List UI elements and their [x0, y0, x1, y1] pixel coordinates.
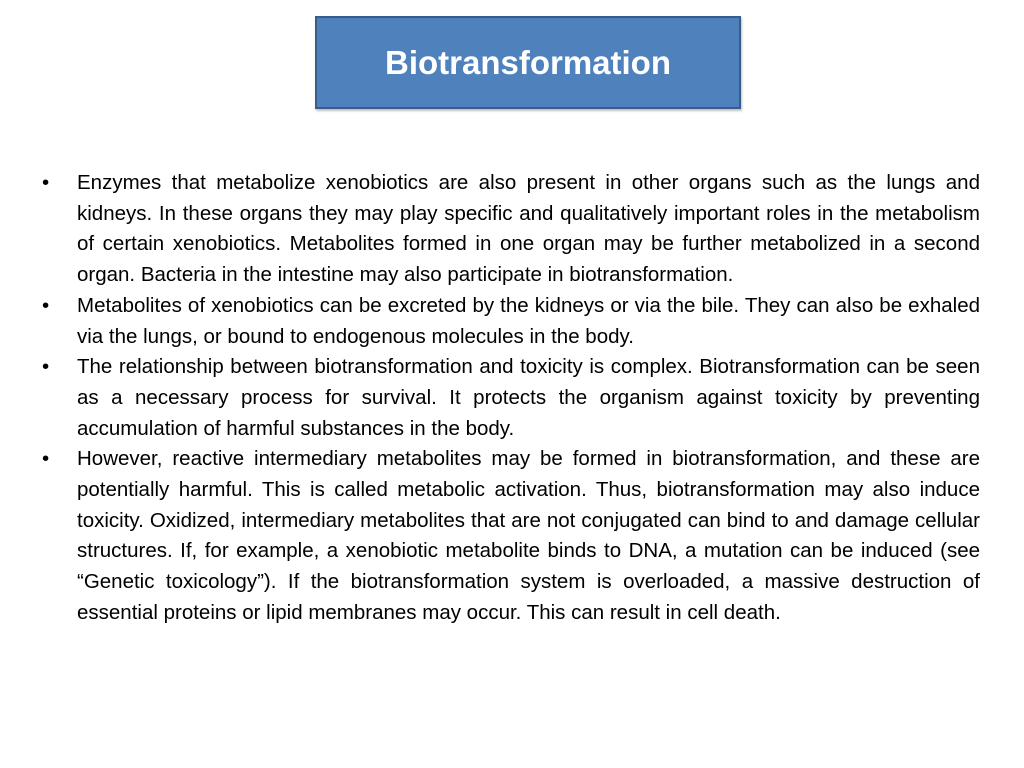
- list-item: [40, 291, 980, 352]
- bullet-list: [40, 168, 980, 629]
- bullet-icon: •: [42, 355, 50, 379]
- bullet-text: Metabolites of xenobiotics can be excreted by the kidneys or via the bile. They can also be exhaled via the lungs, or bound to endogenous molecules in the body.: [77, 293, 980, 348]
- bullet-icon: •: [42, 293, 50, 317]
- title-box: [315, 16, 741, 109]
- bullet-icon: •: [42, 447, 50, 471]
- bullet-text: However, reactive intermediary metabolites may be formed in biotransformation, and these are potentially harmful. This is called metabolic activation. Thus, biotransformation may also induce toxicity. Oxidized, intermediary metabolites that are not conjugated can bind to and damage cellular structures. If, for example, a xenobiotic metabolite binds to DNA, a mutation can be induced (see “Genetic toxicology”). If the biotransformation system is overloaded, a massive destruction of essential proteins or lipid membranes may occur. This can result in cell death.: [77, 447, 980, 624]
- bullet-icon: •: [42, 171, 50, 194]
- list-item: [40, 444, 980, 628]
- bullet-text: Enzymes that metabolize xenobiotics are also present in other organs such as the lungs and kidneys. In these organs they may play specific and qualitatively important roles in the metabolism of certain xenobiotics. Metabolites formed in one organ may be further metabolized in a second organ. Bacteria in the intestine may also participate in biotransformation.: [77, 171, 980, 287]
- list-item: [40, 352, 980, 444]
- list-item: [40, 168, 980, 291]
- bullet-text: The relationship between biotransformation and toxicity is complex. Biotransformation can be seen as a necessary process for survival. It protects the organism against toxicity by preventing accumulation of harmful substances in the body.: [77, 355, 980, 440]
- slide-title: Biotransformation: [384, 43, 671, 81]
